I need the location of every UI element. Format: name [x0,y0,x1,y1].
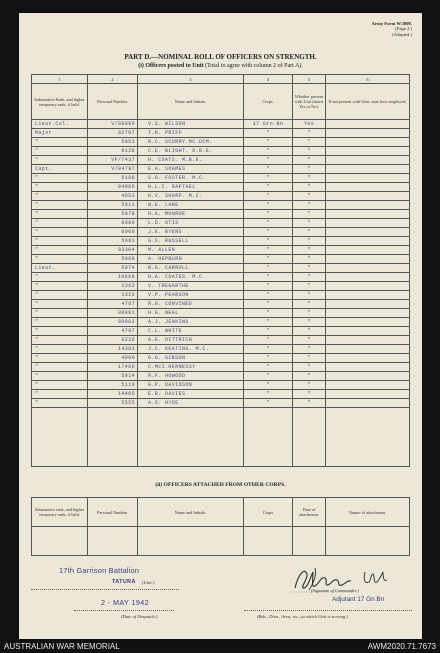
column-number: 3 [138,75,244,84]
archive-footer [0,641,440,653]
cell-employed [326,219,410,228]
cell-employed [326,156,410,165]
cell-number: 80091 [88,309,138,318]
cell-number: VP/7437 [88,156,138,165]
cell-number: 5978 [88,210,138,219]
officers-roll-table [31,74,410,467]
cell-present: " [293,147,326,156]
cell-name: J.C. KEATING. M.C. [138,345,244,354]
cell-corps: " [244,129,293,138]
cell-employed [326,165,410,174]
cell-corps: " [244,174,293,183]
cell-number: 6000 [88,228,138,237]
part-d-title: PART D.—NOMINAL ROLL OF OFFICERS ON STRENGTH. [124,53,317,61]
form-page-line: (Page 2.) [395,26,412,32]
roll-row [32,291,410,300]
header-rank: Substantive Rank, and higher temporary rank, if held. [32,84,88,120]
cell-corps: " [244,399,293,408]
cell-name: G.G. GIBSON [138,354,244,363]
cell-present: " [293,273,326,282]
cell-rank: " [32,138,88,147]
cell-employed [326,192,410,201]
cell-corps: " [244,246,293,255]
cell-present: " [293,336,326,345]
cell-number: 5119 [88,381,138,390]
cell-corps: " [244,327,293,336]
cell-rank: " [32,336,88,345]
cell-corps: " [244,192,293,201]
roll-row [32,282,410,291]
cell-rank: " [32,363,88,372]
cell-rank: " [32,354,88,363]
place-stamp: TATURA [112,579,136,585]
cell-number: 4909 [88,354,138,363]
cell-name: A. HEPBURN [138,255,244,264]
cell-number: 80982 [88,318,138,327]
cell-number: 14383 [88,345,138,354]
cell-number: 4797 [88,327,138,336]
form-sheet [19,13,422,639]
cell-employed [326,201,410,210]
cell-number: 5914 [88,372,138,381]
cell-corps: " [244,372,293,381]
cell-present: " [293,390,326,399]
cell-employed [326,282,410,291]
attached-header-number: Personal Number. [88,498,138,527]
cell-name: A.S. HYDE [138,399,244,408]
roll-row [32,156,410,165]
roll-row [32,363,410,372]
cell-employed [326,390,410,399]
roll-row [32,183,410,192]
despatch-caption: (Date of Despatch.) [121,614,158,619]
cell-number: V/80069 [88,120,138,129]
cell-corps: " [244,300,293,309]
cell-number: 9128 [88,147,138,156]
archive-reference: AWM2020.71.7673 [367,642,436,651]
cell-number: 1323 [88,291,138,300]
cell-rank: " [32,399,88,408]
cell-name: C.L. WHITE [138,327,244,336]
cell-rank: " [32,246,88,255]
cell-present: " [293,363,326,372]
cell-number: 5053 [88,138,138,147]
cell-rank: " [32,210,88,219]
cell-corps: " [244,201,293,210]
cell-present: " [293,183,326,192]
cell-employed [326,129,410,138]
cell-corps: " [244,165,293,174]
cell-name: A.E. DITTRICH [138,336,244,345]
cell-employed [326,291,410,300]
cell-employed [326,345,410,354]
cell-employed [326,354,410,363]
cell-rank: " [32,255,88,264]
cell-rank: " [32,201,88,210]
cell-name: C.E. BLIGHT. O.B.E. [138,147,244,156]
roll-row [32,255,410,264]
cell-name: G.S. RUSSELL [138,237,244,246]
roll-row [32,264,410,273]
header-employed: If not present with Unit, state how employed. [326,84,410,120]
cell-employed [326,336,410,345]
cell-name: J.E. BYERS [138,228,244,237]
attached-empty-row [32,527,410,556]
cell-name: L.D. OTIS [138,219,244,228]
cell-rank: " [32,237,88,246]
cell-employed [326,327,410,336]
attached-header-date: Date of attachment. [293,498,326,527]
cell-number: 5011 [88,201,138,210]
cell-name: R.G. CARROLL [138,264,244,273]
cell-present: " [293,399,326,408]
cell-rank: " [32,228,88,237]
cell-present: " [293,327,326,336]
cell-name: H.G. NEAL [138,309,244,318]
bde-dotted-line [244,610,412,611]
cell-rank: " [32,372,88,381]
cell-employed [326,381,410,390]
cell-number: V/84797 [88,165,138,174]
form-identifier [372,21,412,37]
roll-row [32,147,410,156]
cell-name: T.R. PRIFF [138,129,244,138]
cell-employed [326,246,410,255]
roll-row [32,165,410,174]
signature-caption: (Signature of Commander.) [311,588,359,593]
cell-name: V.S. WILSON [138,120,244,129]
cell-number: 10668 [88,273,138,282]
cell-corps: " [244,255,293,264]
cell-corps: " [244,147,293,156]
cell-corps: " [244,345,293,354]
cell-corps: " [244,138,293,147]
cell-present: " [293,255,326,264]
roll-row [32,120,410,129]
cell-rank: " [32,291,88,300]
cell-corps: " [244,390,293,399]
roll-row [32,345,410,354]
cell-corps: " [244,273,293,282]
cell-rank: " [32,390,88,399]
unit-dotted-line [31,589,179,590]
cell-name: M. ALLEN [138,246,244,255]
cell-present: " [293,210,326,219]
cell-employed [326,363,410,372]
cell-number: 5963 [88,237,138,246]
roll-row [32,390,410,399]
cell-employed [326,228,410,237]
cell-number: 1362 [88,282,138,291]
roll-row [32,372,410,381]
cell-number: 5008 [88,255,138,264]
roll-row [32,327,410,336]
cell-employed [326,210,410,219]
cell-rank: " [32,327,88,336]
column-number: 5 [293,75,326,84]
cell-present: " [293,174,326,183]
roll-row [32,318,410,327]
cell-number: 5188 [88,174,138,183]
roll-blank-space [32,408,410,467]
cell-rank: " [32,174,88,183]
cell-name: C.McI.HENNESSY [138,363,244,372]
cell-number: 4767 [88,300,138,309]
cell-number: 5074 [88,264,138,273]
cell-corps: " [244,210,293,219]
cell-employed [326,318,410,327]
attached-header-corps: Corps [244,498,293,527]
cell-rank: " [32,282,88,291]
cell-present: " [293,282,326,291]
cell-name: R.F. HOWOOD [138,372,244,381]
cell-name: R.G. CONVINED [138,300,244,309]
cell-rank: " [32,345,88,354]
cell-corps: " [244,354,293,363]
cell-name: A.J. JENKINS [138,318,244,327]
cell-name: R.C. SCURRY.MC.DCM. [138,138,244,147]
cell-number: 4653 [88,192,138,201]
cell-present: " [293,165,326,174]
header-number: Personal Number. [88,84,138,120]
despatch-date-stamp: 2 - MAY 1942 [101,598,150,607]
cell-present: " [293,381,326,390]
cell-present: Yes [293,120,326,129]
cell-name: H.A. MONROE [138,210,244,219]
cell-corps: " [244,309,293,318]
roll-row [32,174,410,183]
adjutant-stamp: Adjutant 17 Gn Bn [332,596,385,603]
cell-employed [326,138,410,147]
cell-present: " [293,237,326,246]
roll-row [32,354,410,363]
cell-rank: " [32,183,88,192]
cell-name: V. TREGARTHE [138,282,244,291]
header-corps: Corps. [244,84,293,120]
cell-rank: Major [32,129,88,138]
column-number: 4 [244,75,293,84]
cell-name: H. COATS. M.B.E. [138,156,244,165]
cell-corps: " [244,336,293,345]
column-number: 1 [32,75,88,84]
part-d-subtitle [19,63,422,69]
column-header-row [32,84,410,120]
cell-name: S.G. FOSTER. M.C. [138,174,244,183]
cell-number: 82797 [88,129,138,138]
cell-rank: " [32,156,88,165]
cell-number: 6226 [88,336,138,345]
cell-corps: " [244,156,293,165]
cell-present: " [293,318,326,327]
cell-employed [326,237,410,246]
cell-present: " [293,345,326,354]
cell-corps: " [244,183,293,192]
cell-number: 17480 [88,363,138,372]
date-dotted-line [74,610,174,611]
archive-name: AUSTRALIAN WAR MEMORIAL [4,642,120,651]
cell-number: 83304 [88,246,138,255]
cell-rank: " [32,147,88,156]
roll-row [32,201,410,210]
cell-rank: " [32,300,88,309]
roll-row [32,192,410,201]
column-number: 6 [326,75,410,84]
roll-body [32,120,410,467]
cell-corps: " [244,237,293,246]
cell-present: " [293,300,326,309]
cell-employed [326,147,410,156]
attached-header-rank: Substantive rank, and higher temporary rank, if held. [32,498,88,527]
cell-name: H.A. COATES. M.C. [138,273,244,282]
roll-row [32,300,410,309]
cell-employed [326,273,410,282]
cell-number: 14495 [88,390,138,399]
unit-stamp: 17th Garrison Battalion [59,566,140,575]
cell-corps: " [244,282,293,291]
roll-row [32,237,410,246]
cell-present: " [293,201,326,210]
cell-present: " [293,264,326,273]
column-number: 2 [88,75,138,84]
roll-row [32,273,410,282]
cell-rank: " [32,318,88,327]
cell-present: " [293,354,326,363]
cell-rank: " [32,273,88,282]
cell-name: G.P. DAVIDSON [138,381,244,390]
cell-corps: " [244,381,293,390]
cell-employed [326,372,410,381]
attached-header-nature: Nature of attachment. [326,498,410,527]
form-adapted-line: (Adapted.) [392,31,412,37]
cell-name: H.L.C. RAFTAEL [138,183,244,192]
column-number-row [32,75,410,84]
unit-caption: (Unit.) [142,580,155,585]
cell-rank: " [32,192,88,201]
attached-header-name: Name and Initials. [138,498,244,527]
header-name: Name and Initials. [138,84,244,120]
cell-present: " [293,246,326,255]
bde-caption: (Bde., Divn., Area, etc., to which Unit is serving.) [257,614,348,619]
cell-present: " [293,192,326,201]
cell-present: " [293,372,326,381]
cell-rank: " [32,309,88,318]
cell-corps: " [244,219,293,228]
cell-employed [326,300,410,309]
cell-corps: " [244,291,293,300]
cell-employed [326,255,410,264]
roll-row [32,309,410,318]
roll-row [32,210,410,219]
cell-corps: " [244,264,293,273]
subtitle-bold: (i) Officers posted to Unit [138,63,204,69]
form-id-line: Army Form W.3008. [371,21,412,26]
cell-employed [326,120,410,129]
cell-number: 5555 [88,399,138,408]
cell-name: E.A. SOAMES [138,165,244,174]
cell-number: 84985 [88,183,138,192]
cell-present: " [293,138,326,147]
roll-row [32,336,410,345]
cell-rank: Capt. [32,165,88,174]
roll-row [32,219,410,228]
cell-rank: " [32,381,88,390]
roll-row [32,381,410,390]
cell-name: W.E. LANE [138,201,244,210]
roll-row [32,246,410,255]
cell-employed [326,264,410,273]
cell-corps: " [244,318,293,327]
roll-row [32,129,410,138]
cell-present: " [293,309,326,318]
cell-rank: Lieut.Col. [32,120,88,129]
header-present: Whether present with Unit (insert Yes or No). [293,84,326,120]
roll-row [32,399,410,408]
cell-corps: " [244,363,293,372]
cell-present: " [293,228,326,237]
cell-rank: Lieut. [32,264,88,273]
cell-corps: " [244,228,293,237]
roll-row [32,228,410,237]
cell-name: H.V. SHARP. M.C. [138,192,244,201]
cell-number: 8089 [88,219,138,228]
attached-header-row [32,498,410,527]
cell-employed [326,309,410,318]
cell-present: " [293,129,326,138]
cell-present: " [293,219,326,228]
cell-name: V.P. PEARSON [138,291,244,300]
attached-title: (ii) OFFICERS ATTACHED FROM OTHER CORPS. [155,482,286,488]
cell-employed [326,174,410,183]
cell-name: E.R. DAVIES [138,390,244,399]
cell-corps: 17 Grn Bn [244,120,293,129]
cell-rank: " [32,219,88,228]
cell-employed [326,183,410,192]
subtitle-rest: (Total to agree with column 2 of Part A). [203,63,303,69]
roll-row [32,138,410,147]
cell-present: " [293,156,326,165]
attached-officers-table [31,497,410,556]
cell-employed [326,399,410,408]
cell-present: " [293,291,326,300]
